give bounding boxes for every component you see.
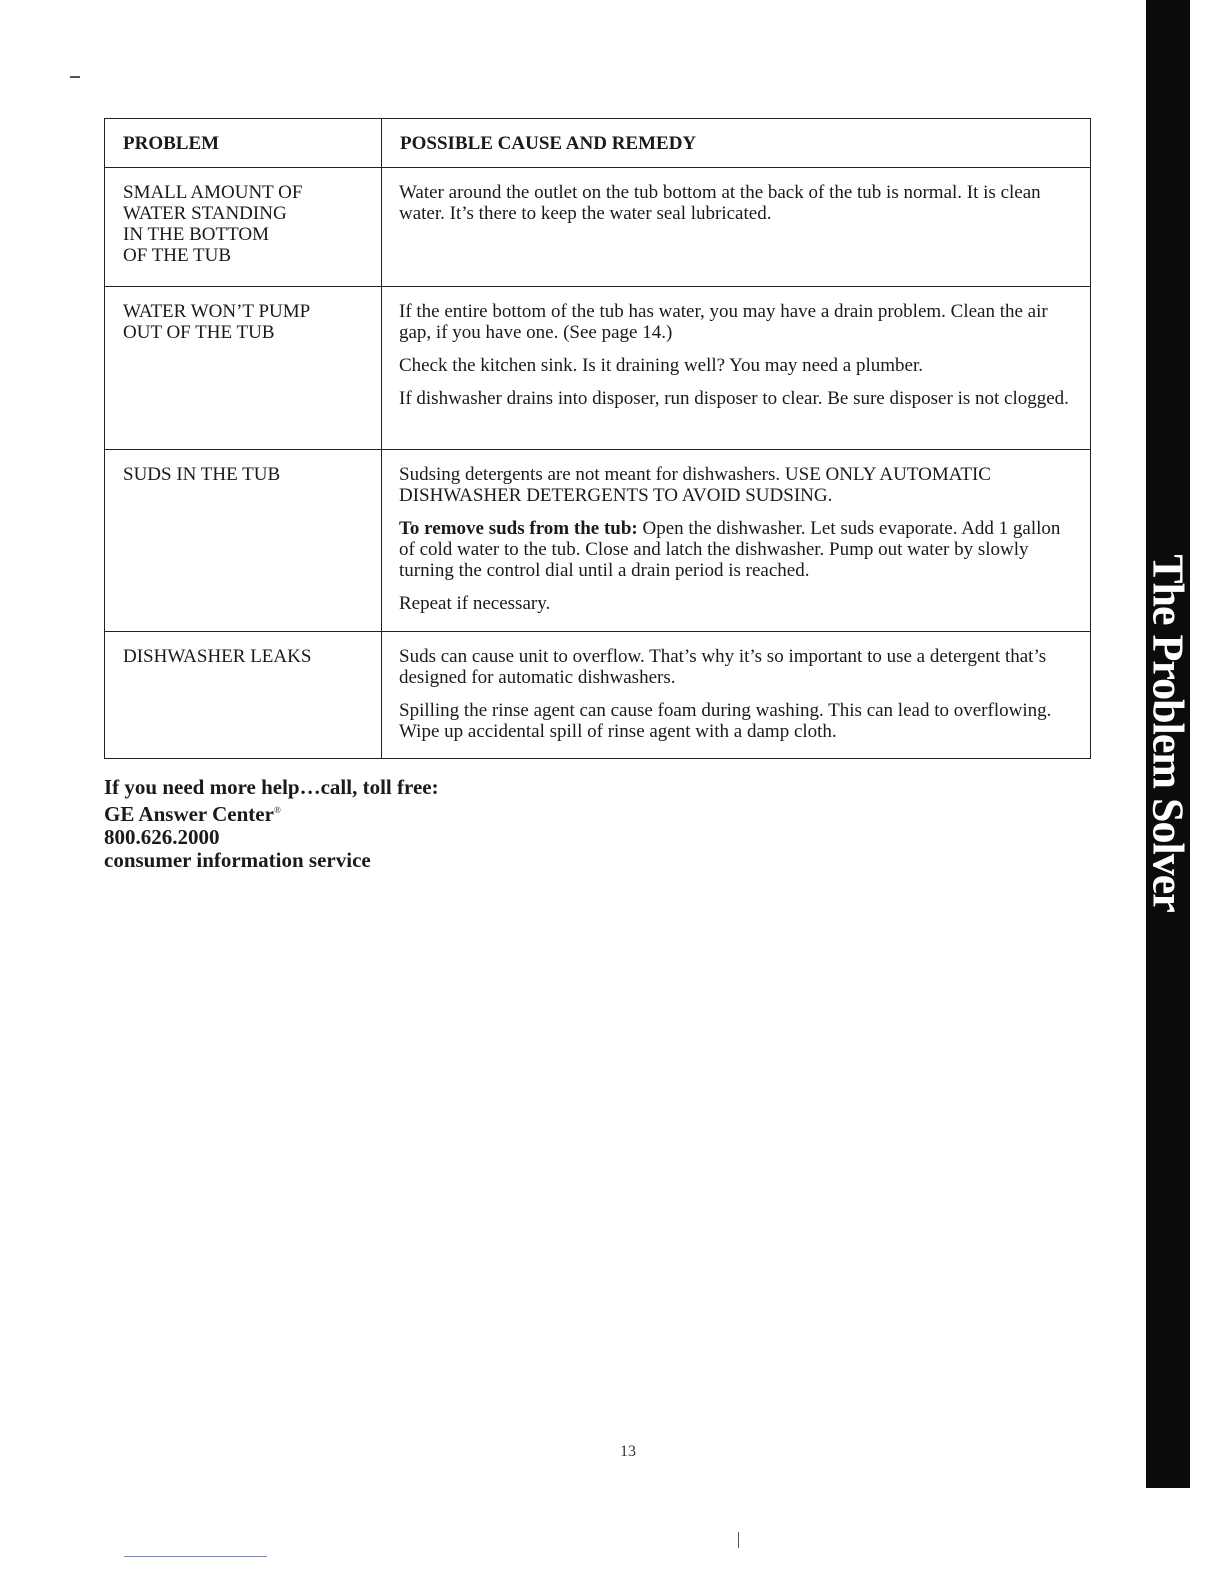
remedy-paragraph: Repeat if necessary. [399,593,551,614]
answer-center-name [104,799,439,826]
answer-center-text: GE Answer Center [104,802,274,826]
remedy-paragraph: Suds can cause unit to overflow. That’s why it’s so important to use a detergent that’s designed for automatic dishwashers. [399,646,1047,688]
section-side-tab-label: The Problem Solver [1143,554,1193,912]
help-heading: If you need more help…call, toll free: [104,775,439,799]
remedy-cell [382,632,1091,759]
remedy-paragraph: If dishwasher drains into disposer, run disposer to clear. Be sure disposer is not clogged. [399,388,1069,409]
remedy-cell [382,450,1091,632]
troubleshooting-table [104,118,1091,759]
table-header-row [105,119,1091,168]
service-description: consumer information service [104,848,371,872]
registered-mark: ® [273,805,281,815]
remedy-paragraph: If the entire bottom of the tub has water, you may have a drain problem. Clean the air gap, if you have one. (See page 14.) [399,301,1048,343]
remedy-paragraph: Spilling the rinse agent can cause foam during washing. This can lead to overflowing. Wipe up accidental spill of rinse agent with a damp cloth. [399,700,1052,742]
remedy-cell [382,168,1091,287]
problem-column-header: PROBLEM [105,119,382,168]
table-row [105,450,1091,632]
scan-underline-mark [124,1556,267,1557]
problem-cell: SUDS IN THE TUB [105,450,382,632]
toll-free-phone-number: 800.626.2000 [104,825,220,849]
remedy-cell [382,287,1091,450]
remedy-column-header: POSSIBLE CAUSE AND REMEDY [382,119,1091,168]
problem-cell: DISHWASHER LEAKS [105,632,382,759]
scan-speck [738,1532,739,1548]
remedy-paragraph [399,518,1076,581]
page-number: 13 [620,1443,636,1460]
scan-speck [70,76,80,78]
problem-cell: SMALL AMOUNT OF WATER STANDING IN THE BOTTOM OF THE TUB [105,168,382,287]
remedy-paragraph: Sudsing detergents are not meant for dishwashers. USE ONLY AUTOMATIC DISHWASHER DETERGENTS TO AVOID SUDSING. [399,464,991,506]
table-row [105,287,1091,450]
help-contact-block [104,776,439,872]
table-row [105,632,1091,759]
remedy-body-text: Open the dishwasher. Let suds evaporate. Add 1 gallon of cold water to the tub. Close and latch the dishwasher. Pump out water by slowly turning the control dial until a drain period is reached. [399,518,1061,581]
problem-cell: WATER WON’T PUMP OUT OF THE TUB [105,287,382,450]
remedy-lead-text: To remove suds from the tub: [399,518,638,539]
table-row [105,168,1091,287]
remedy-paragraph: Water around the outlet on the tub bottom at the back of the tub is normal. It is clean water. It’s there to keep the water seal lubricated. [399,182,1041,224]
remedy-paragraph: Check the kitchen sink. Is it draining well? You may need a plumber. [399,355,923,376]
